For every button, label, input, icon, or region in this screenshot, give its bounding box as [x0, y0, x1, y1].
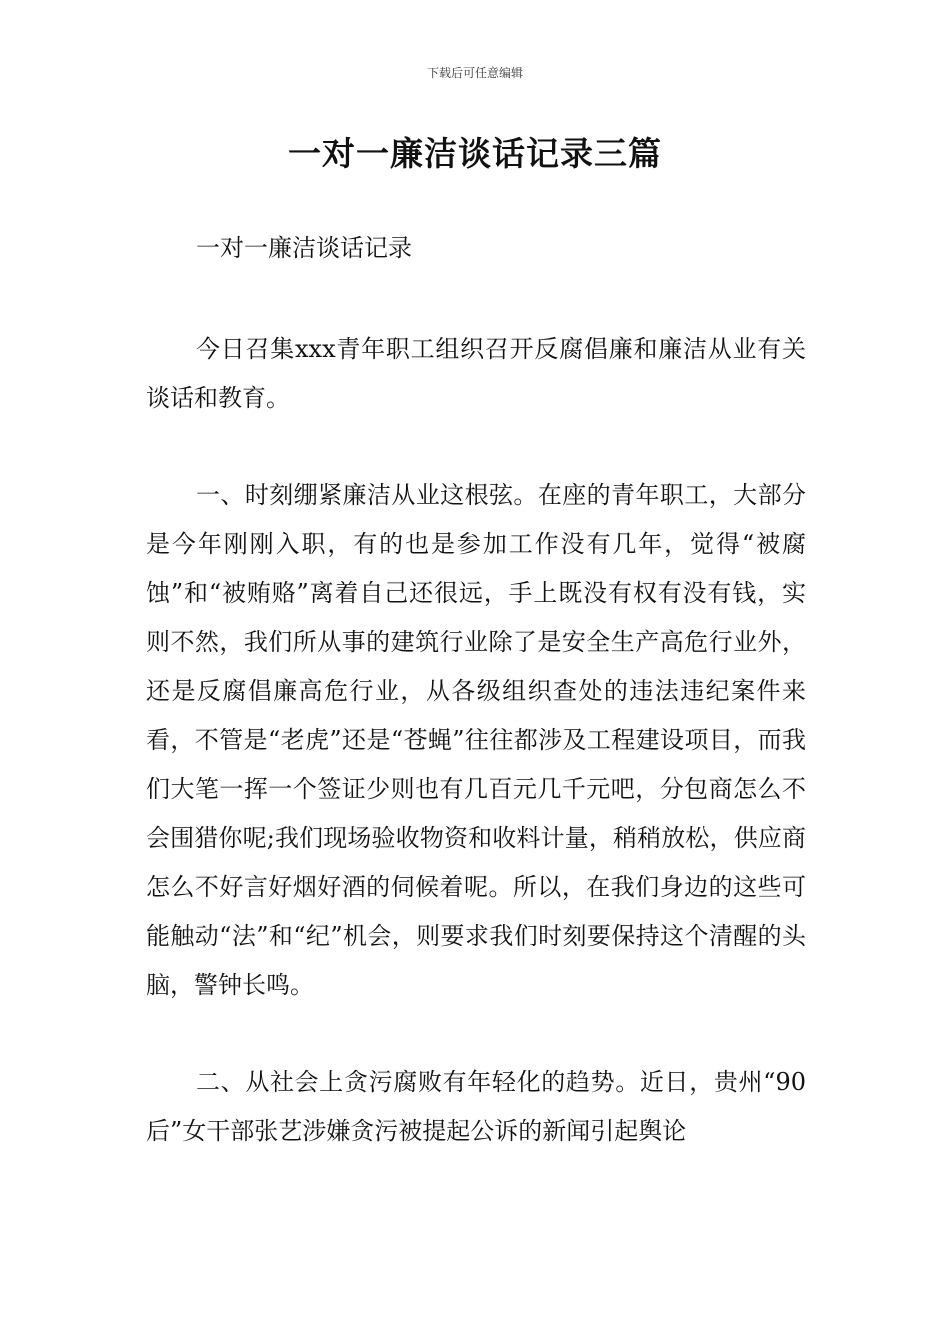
header-note: 下载后可任意编辑 — [426, 66, 523, 80]
document-title: 一对一廉洁谈话记录三篇 — [288, 134, 662, 173]
section-subtitle: 一对一廉洁谈话记录 — [196, 234, 412, 262]
paragraph-point-one: 一、时刻绷紧廉洁从业这根弦。在座的青年职工，大部分是今年刚刚入职，有的也是参加工作没有几年，觉得“被腐蚀”和“被贿赂”离着自己还很远，手上既没有权有没有钱，实则不然，我们所从事的建筑行业除了是安全生产高危行业外，还是反腐倡廉高危行业，从各级组织查处的违法违纪案件来看，不管是“老虎”还是“苍蝇”往往都涉及工程建设项目，而我们大笔一挥一个签证少则也有几百元几千元吧，分包商怎么不会围猎你呢;我们现场验收物资和收料计量，稍稍放松，供应商怎么不好言好烟好酒的伺候着呢。所以，在我们身边的这些可能触动“法”和“纪”机会，则要求我们时刻要保持这个清醒的头脑，警钟长鸣。 — [146, 481, 806, 999]
document-body — [146, 224, 806, 1204]
paragraph-intro: 今日召集xxx青年职工组织召开反腐倡廉和廉洁从业有关谈话和教育。 — [146, 335, 806, 412]
paragraph-point-two: 二、从社会上贪污腐败有年轻化的趋势。近日，贵州“90后”女干部张艺涉嫌贪污被提起公诉的新闻引起舆论 — [146, 1068, 806, 1145]
